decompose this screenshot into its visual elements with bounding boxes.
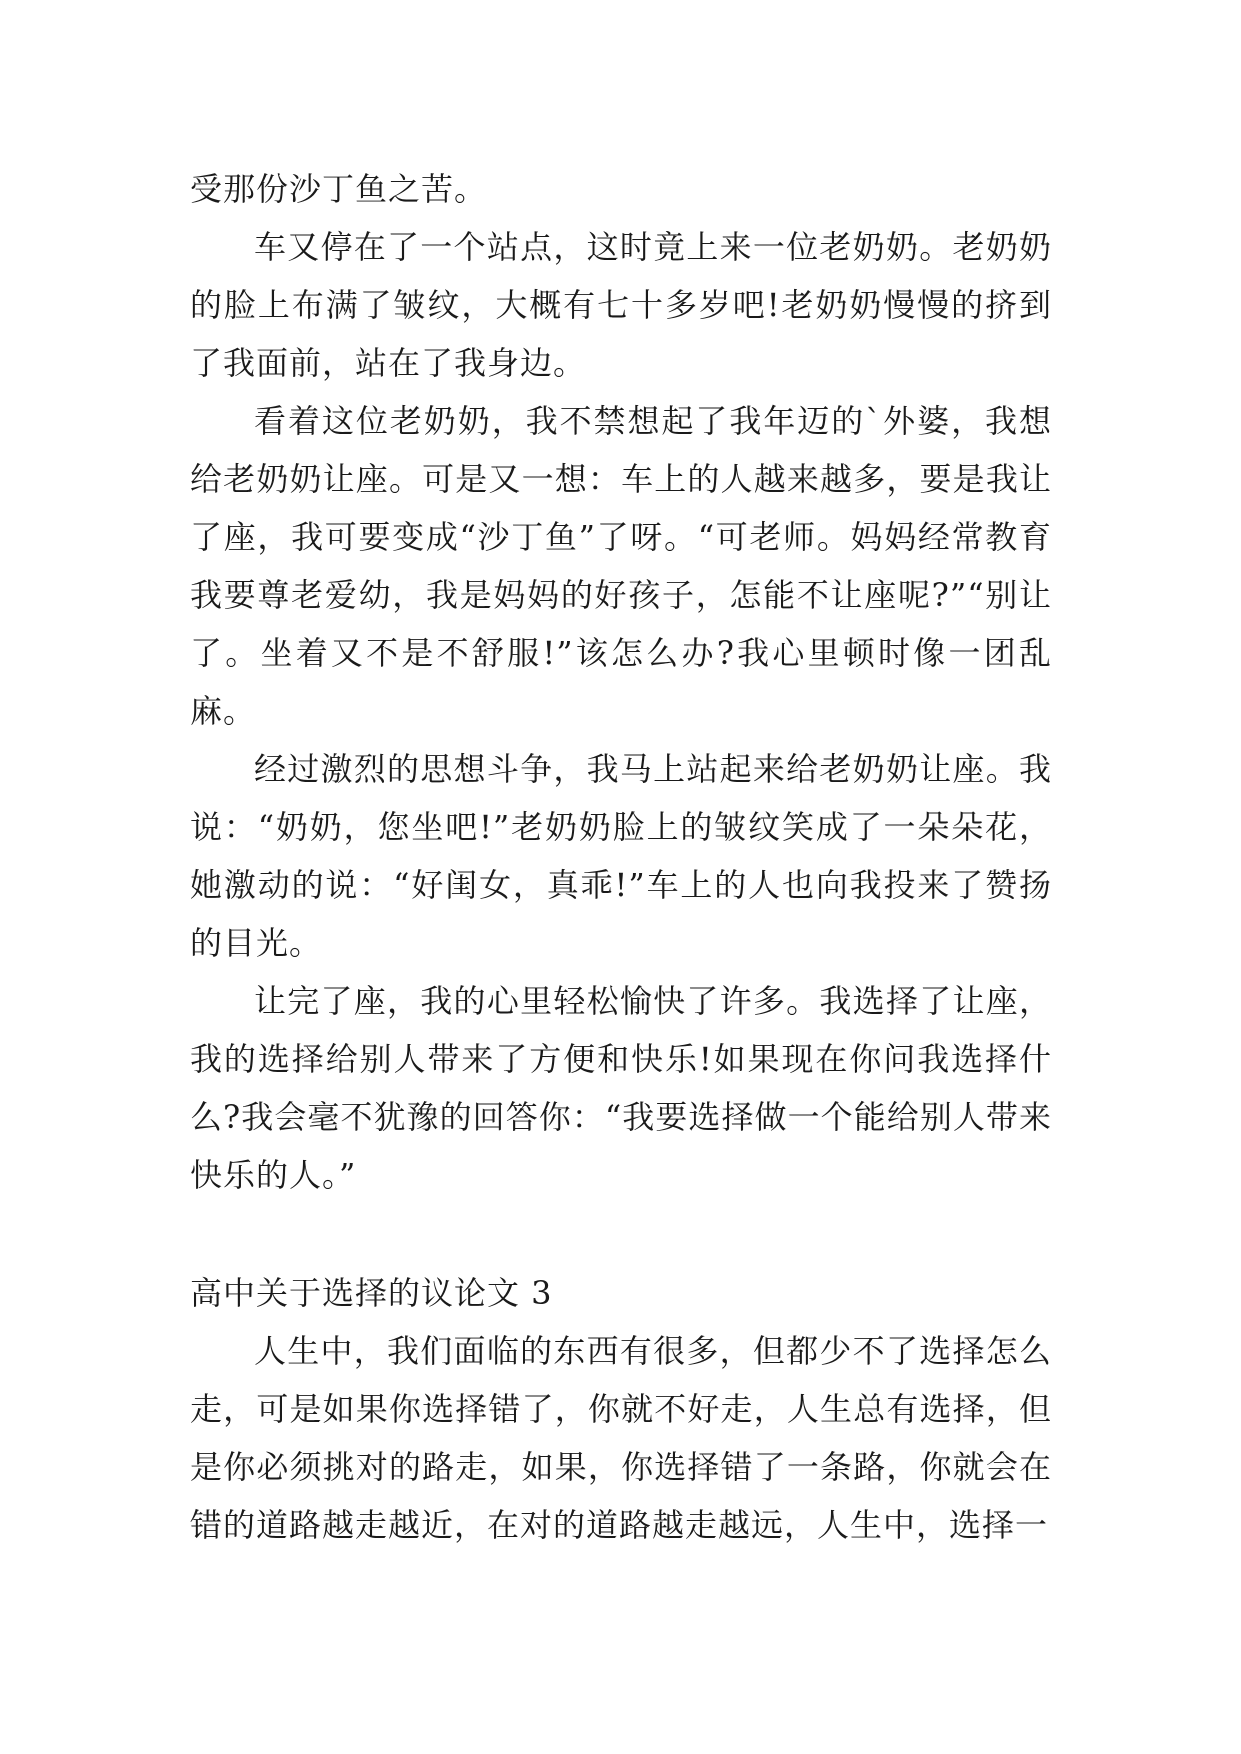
document-page	[190, 160, 1052, 1554]
paragraph-1: 受那份沙丁鱼之苦。	[190, 170, 488, 208]
section-spacer	[190, 1204, 1052, 1264]
paragraph-5: 让完了座，我的心里轻松愉快了许多。我选择了让座，我的选择给别人带来了方便和快乐!如果现在你问我选择什么?我会毫不犹豫的回答你：“我要选择做一个能给别人带来快乐的人。”	[190, 982, 1052, 1194]
paragraph-6: 人生中，我们面临的东西有很多，但都少不了选择怎么走，可是如果你选择错了，你就不好走，人生总有选择，但是你必须挑对的路走，如果，你选择错了一条路，你就会在错的道路越走越近，在对的道路越走越远，人生中，选择一	[190, 1332, 1052, 1544]
paragraph-2: 车又停在了一个站点，这时竟上来一位老奶奶。老奶奶的脸上布满了皱纹，大概有七十多岁吧!老奶奶慢慢的挤到了我面前，站在了我身边。	[190, 228, 1052, 382]
paragraph-4: 经过激烈的思想斗争，我马上站起来给老奶奶让座。我说：“奶奶，您坐吧!”老奶奶脸上的皱纹笑成了一朵朵花，她激动的说：“好闺女，真乖!”车上的人也向我投来了赞扬的目光。	[190, 750, 1052, 962]
section-heading: 高中关于选择的议论文 3	[190, 1274, 553, 1312]
paragraph-3: 看着这位老奶奶，我不禁想起了我年迈的`外婆，我想给老奶奶让座。可是又一想：车上的人越来越多，要是我让了座，我可要变成“沙丁鱼”了呀。“可老师。妈妈经常教育我要尊老爱幼，我是妈妈的好孩子，怎能不让座呢?”“别让了。坐着又不是不舒服!”该怎么办?我心里顿时像一团乱麻。	[190, 402, 1052, 730]
